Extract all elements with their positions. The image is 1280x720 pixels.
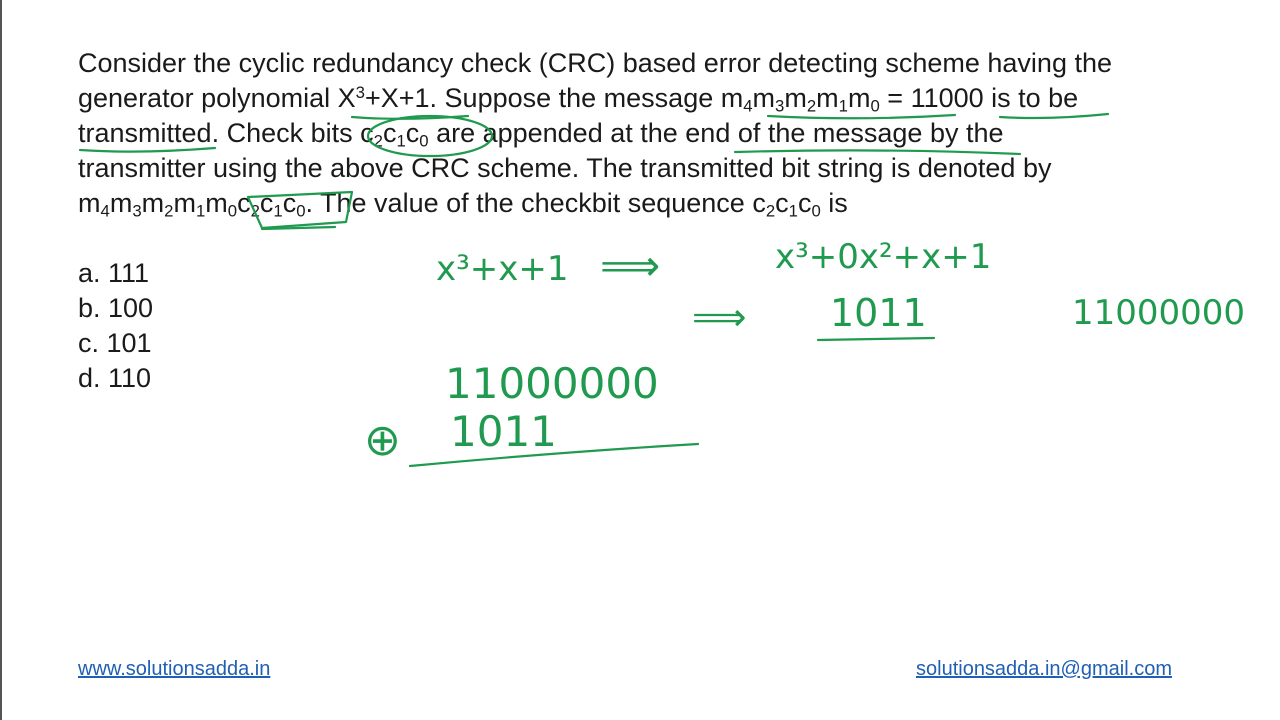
question-line-4: transmitter using the above CRC scheme. The transmitted bit string is denoted by	[78, 153, 1052, 183]
hw-arrow-1: ⟹	[600, 241, 661, 290]
question-line-2: generator polynomial $X^3+X+1$. Suppose the message $m_4m_3m_2m_1m_0 = 11000$ is to be	[78, 82, 1079, 116]
hw-xor-symbol: ⊕	[364, 415, 401, 466]
question-line-5: $m_4m_3m_2m_1m_0c_2c_1c_0$. The value of the checkbit sequence $c_2c_1c_0$ is	[78, 188, 848, 221]
hw-arrow-2: ⟹	[692, 295, 747, 339]
question-text	[78, 46, 1218, 221]
email-link[interactable]: solutionsadda.in@gmail.com	[916, 658, 1172, 680]
website-link[interactable]: www.solutionsadda.in	[78, 658, 271, 680]
question-line-1: Consider the cyclic redundancy check (CRC) based error detecting scheme having the	[78, 48, 1113, 78]
hw-divisor-below: 1011	[450, 407, 557, 456]
underline-box	[262, 227, 335, 229]
hw-dividend: 11000000	[445, 359, 659, 408]
option-b[interactable]: b. 100	[78, 293, 154, 323]
hw-dividend-right: 11000000	[1072, 293, 1246, 333]
hw-poly-rhs: x³+0x²+x+1	[775, 237, 992, 277]
option-d[interactable]: d. 110	[78, 363, 152, 393]
question-line-3: transmitted. Check bits $c_2c_1c_0$ are appended at the end of the message by the	[78, 118, 1004, 151]
hw-divisor-underline	[818, 338, 934, 340]
hw-divisor: 1011	[830, 291, 927, 335]
hw-poly-lhs: x³+x+1	[436, 249, 569, 289]
left-border	[0, 0, 2, 720]
option-a[interactable]: a. 111	[78, 258, 150, 288]
option-c[interactable]: c. 101	[78, 328, 152, 358]
answer-options	[78, 256, 153, 396]
hw-subtraction-line	[410, 444, 698, 466]
